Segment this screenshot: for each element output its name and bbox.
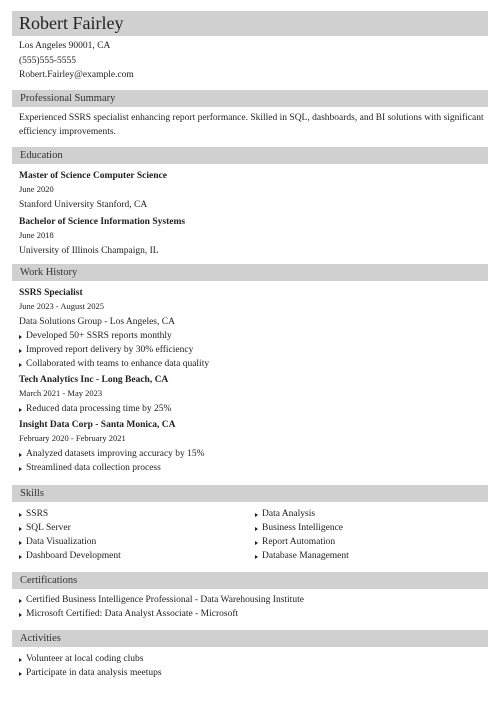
activities-section [19, 652, 489, 680]
name-header [12, 11, 488, 36]
degree: Master of Science Computer Science [19, 171, 167, 181]
section-header-certifications [12, 572, 488, 589]
section-title: Skills [20, 488, 44, 499]
list-item: Certified Business Intelligence Professional - Data Warehousing Institute [19, 593, 489, 607]
list-item: Reduced data processing time by 25% [19, 402, 489, 416]
section-header-education [12, 147, 488, 164]
skills-section [19, 507, 489, 567]
section-header-activities [12, 630, 488, 647]
job-bullets [19, 447, 489, 475]
school: Stanford University Stanford, CA [19, 200, 148, 210]
activities-list [19, 652, 489, 680]
section-title: Activities [20, 633, 61, 644]
job-title: Insight Data Corp - Santa Monica, CA [19, 420, 176, 430]
section-title: Education [20, 150, 63, 161]
list-item: Microsoft Certified: Data Analyst Associate - Microsoft [19, 607, 489, 621]
section-header-work [12, 264, 488, 281]
list-item: Data Visualization [19, 535, 121, 549]
section-header-summary [12, 90, 488, 107]
list-item: Streamlined data collection process [19, 461, 489, 475]
job-bullets [19, 402, 489, 416]
degree-date: June 2020 [19, 184, 54, 194]
skills-left-column [19, 507, 121, 563]
degree-date: June 2018 [19, 230, 54, 240]
list-item: Participate in data analysis meetups [19, 666, 489, 680]
job-date: June 2023 - August 2025 [19, 301, 104, 311]
phone: (555)555-5555 [19, 55, 76, 66]
work-section [19, 286, 489, 475]
section-title: Work History [20, 267, 78, 278]
job-title: Tech Analytics Inc - Long Beach, CA [19, 375, 169, 385]
list-item: Data Analysis [255, 507, 349, 521]
list-item: Collaborated with teams to enhance data quality [19, 357, 489, 371]
school: University of Illinois Champaign, IL [19, 246, 159, 256]
section-title: Certifications [20, 575, 78, 586]
section-title: Professional Summary [20, 93, 116, 104]
address: Los Angeles 90001, CA [19, 41, 111, 51]
certifications-section [19, 593, 489, 621]
degree: Bachelor of Science Information Systems [19, 217, 186, 227]
candidate-name: Robert Fairley [19, 13, 124, 33]
job-title: SSRS Specialist [19, 288, 83, 298]
list-item: SQL Server [19, 521, 121, 535]
list-item: Volunteer at local coding clubs [19, 652, 489, 666]
list-item: Database Management [255, 549, 349, 563]
list-item: Developed 50+ SSRS reports monthly [19, 329, 489, 343]
skills-right-column [255, 507, 349, 563]
summary-text: Experienced SSRS specialist enhancing report performance. Skilled in SQL, dashboards, and BI solutions with significant efficiency improvements. [19, 113, 484, 137]
job-date: February 2020 - February 2021 [19, 433, 126, 443]
list-item: Report Automation [255, 535, 349, 549]
job-date: March 2021 - May 2023 [19, 388, 103, 398]
list-item: Business Intelligence [255, 521, 349, 535]
certifications-list [19, 593, 489, 621]
education-section [19, 169, 489, 258]
list-item: Analyzed datasets improving accuracy by 15% [19, 447, 489, 461]
list-item: Dashboard Development [19, 549, 121, 563]
list-item: Improved report delivery by 30% efficiency [19, 343, 489, 357]
email: Robert.Fairley@example.com [19, 70, 134, 80]
contact-info [19, 39, 134, 83]
list-item: SSRS [19, 507, 121, 521]
company: Data Solutions Group - Los Angeles, CA [19, 317, 175, 327]
job-bullets [19, 329, 489, 371]
section-header-skills [12, 485, 488, 502]
summary-section [19, 111, 484, 139]
